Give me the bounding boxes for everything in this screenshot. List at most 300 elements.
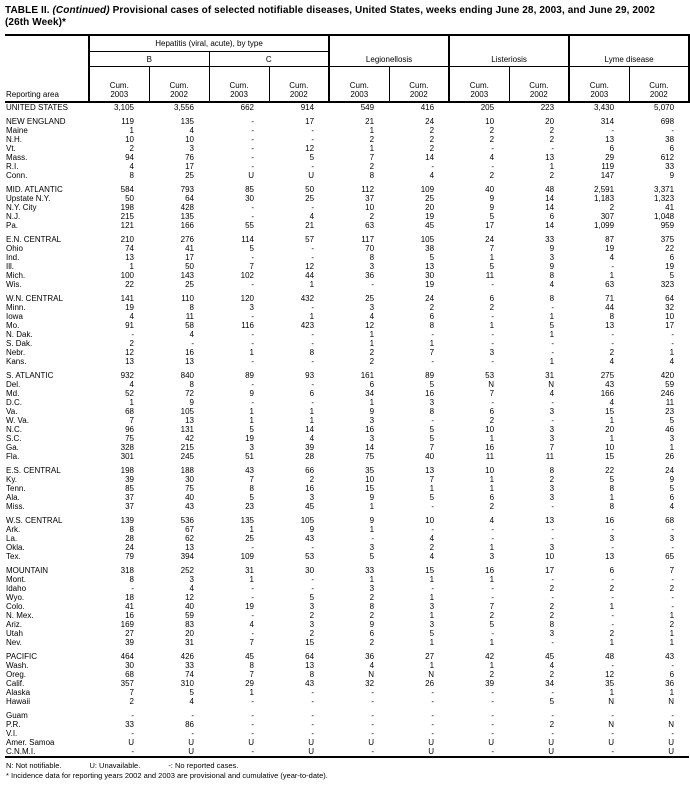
value-cell: 328 — [120, 443, 134, 452]
value-cell: 10 — [125, 135, 134, 144]
value-cell: 20 — [605, 425, 615, 434]
value-cell: 2 — [369, 593, 375, 602]
value-cell: 3 — [549, 253, 555, 262]
value-cell: 10 — [485, 117, 495, 126]
value-cell: - — [551, 348, 555, 357]
value-cell: 8 — [549, 620, 555, 629]
value-cell: 25 — [185, 280, 194, 289]
value-cell: 44 — [605, 303, 615, 312]
table-row — [5, 747, 689, 757]
value-cell: 318 — [120, 566, 134, 575]
value-cell: 2 — [549, 135, 555, 144]
value-cell: 6 — [369, 629, 375, 638]
value-cell: 1 — [429, 611, 435, 620]
value-cell: 5 — [429, 253, 435, 262]
value-cell: 3 — [489, 348, 495, 357]
value-cell: 1 — [429, 593, 435, 602]
table-row — [5, 575, 689, 584]
value-cell: 75 — [365, 452, 375, 461]
value-cell: 6 — [669, 670, 675, 679]
value-cell: 1 — [489, 484, 495, 493]
value-cell: 416 — [420, 103, 435, 112]
value-cell: 33 — [545, 235, 555, 244]
value-cell: 252 — [180, 566, 194, 575]
value-cell: 6 — [669, 493, 675, 502]
reporting-area-cell: R.I. — [6, 162, 19, 171]
value-cell: 3 — [489, 552, 495, 561]
table-row — [5, 534, 689, 543]
table-title — [5, 5, 667, 29]
value-cell: - — [191, 729, 194, 738]
value-cell: - — [671, 525, 675, 534]
value-cell: 6 — [669, 144, 675, 153]
value-cell: 119 — [121, 117, 134, 126]
value-cell: 85 — [245, 185, 254, 194]
value-cell: 7 — [249, 638, 254, 647]
value-cell: 75 — [125, 434, 134, 443]
table-row — [5, 389, 689, 398]
value-cell: 5 — [609, 475, 615, 484]
value-cell: 6 — [429, 312, 435, 321]
value-cell: - — [191, 711, 194, 720]
value-cell: 52 — [125, 389, 134, 398]
value-cell: 13 — [425, 262, 435, 271]
reporting-area-cell: C.N.M.I. — [6, 747, 36, 756]
value-cell: 46 — [665, 425, 675, 434]
value-cell: 8 — [609, 502, 615, 511]
value-cell: - — [491, 688, 495, 697]
value-cell: 3 — [669, 534, 675, 543]
value-cell: 3 — [369, 434, 375, 443]
value-cell: - — [311, 697, 315, 706]
value-cell: 5 — [309, 153, 315, 162]
table-row — [5, 144, 689, 153]
value-cell: 8 — [549, 271, 555, 280]
value-cell: 14 — [425, 153, 435, 162]
table-row — [5, 720, 689, 729]
column-header-cum-2002: Cum. 2002 — [509, 67, 569, 103]
value-cell: - — [371, 280, 375, 289]
value-cell: 22 — [125, 280, 134, 289]
value-cell: 22 — [665, 244, 675, 253]
value-cell: - — [251, 135, 254, 144]
reporting-area-cell: Mass. — [6, 153, 28, 162]
table-row — [5, 638, 689, 647]
value-cell: U — [248, 738, 254, 747]
value-cell: 2 — [489, 611, 495, 620]
value-cell: 50 — [125, 194, 134, 203]
value-cell: 16 — [485, 443, 495, 452]
table-row — [5, 271, 689, 280]
value-cell: - — [551, 711, 555, 720]
value-cell: 33 — [125, 720, 134, 729]
value-cell: 223 — [540, 103, 555, 112]
value-cell: U — [128, 738, 134, 747]
table-row — [5, 493, 689, 502]
value-cell: 5 — [549, 321, 555, 330]
value-cell: 2 — [549, 670, 555, 679]
column-header-cum-2003: Cum. 2003 — [329, 67, 389, 103]
value-cell: N — [668, 697, 675, 706]
column-header-cum-2002: Cum. 2002 — [389, 67, 449, 103]
value-cell: 4 — [369, 312, 375, 321]
value-cell: 428 — [180, 203, 194, 212]
value-cell: 1 — [369, 144, 375, 153]
value-cell: - — [671, 330, 675, 339]
value-cell: U — [428, 747, 435, 756]
value-cell: U — [488, 738, 495, 747]
value-cell: 1 — [369, 126, 375, 135]
value-cell: 6 — [609, 144, 615, 153]
value-cell: 40 — [185, 493, 194, 502]
reporting-area-cell: S. Dak. — [6, 339, 33, 348]
value-cell: - — [311, 575, 315, 584]
value-cell: 5 — [249, 244, 254, 253]
value-cell: - — [251, 729, 254, 738]
reporting-area-cell: N.Y. City — [6, 203, 37, 212]
value-cell: - — [131, 330, 134, 339]
reporting-area-cell: Ind. — [6, 253, 20, 262]
value-cell: 4 — [429, 552, 435, 561]
value-cell: 96 — [125, 425, 134, 434]
value-cell: 11 — [665, 398, 675, 407]
value-cell: 30 — [425, 271, 435, 280]
value-cell: - — [551, 729, 555, 738]
value-cell: 33 — [665, 162, 675, 171]
value-cell: 2 — [669, 620, 675, 629]
value-cell: - — [251, 280, 254, 289]
reporting-area-cell: Tex. — [6, 552, 21, 561]
value-cell: 17 — [665, 321, 675, 330]
value-cell: 7 — [249, 475, 254, 484]
value-cell: 5,070 — [654, 103, 675, 112]
value-cell: 57 — [305, 235, 315, 244]
reporting-area-cell: Colo. — [6, 602, 25, 611]
table-row — [5, 162, 689, 171]
value-cell: 68 — [665, 516, 675, 525]
reporting-area-cell: Mo. — [6, 321, 20, 330]
value-cell: 2 — [609, 629, 615, 638]
value-cell: 9 — [489, 203, 495, 212]
value-cell: 2 — [489, 126, 495, 135]
value-cell: 3 — [549, 493, 555, 502]
reporting-area-cell: V.I. — [6, 729, 18, 738]
reporting-area-cell: Calif. — [6, 679, 25, 688]
value-cell: 23 — [245, 502, 254, 511]
table-row — [5, 679, 689, 688]
value-cell: 959 — [660, 221, 675, 230]
value-cell: 5 — [669, 271, 675, 280]
value-cell: 3,556 — [173, 103, 194, 112]
table-row — [5, 566, 689, 575]
table-row — [5, 452, 689, 461]
value-cell: - — [551, 398, 555, 407]
value-cell: 3 — [309, 620, 315, 629]
value-cell: 63 — [365, 221, 375, 230]
value-cell: - — [251, 253, 254, 262]
value-cell: 63 — [605, 280, 615, 289]
value-cell: - — [251, 747, 254, 756]
table-row — [5, 434, 689, 443]
value-cell: 4 — [429, 171, 435, 180]
table-row — [5, 312, 689, 321]
title-text: Provisional cases of selected notifiable diseases, United States, weeks ending June 28, 2003, and June 29, 2002 (26th Week)* — [5, 5, 656, 28]
value-cell: 584 — [120, 185, 134, 194]
value-cell: 2 — [609, 584, 615, 593]
value-cell: 2 — [429, 303, 435, 312]
value-cell: 13 — [425, 466, 435, 475]
value-cell: 1,099 — [594, 221, 615, 230]
value-cell: 3 — [549, 484, 555, 493]
value-cell: 58 — [185, 321, 194, 330]
value-cell: - — [671, 593, 675, 602]
value-cell: 17 — [185, 162, 194, 171]
value-cell: 1 — [609, 416, 615, 425]
value-cell: 205 — [480, 103, 495, 112]
value-cell: U — [308, 747, 315, 756]
value-cell: 1 — [609, 271, 615, 280]
value-cell: 245 — [180, 452, 194, 461]
value-cell: - — [131, 747, 134, 756]
table-row — [5, 593, 689, 602]
value-cell: - — [371, 729, 375, 738]
value-cell: 10 — [485, 466, 495, 475]
reporting-area-cell: Kans. — [6, 357, 27, 366]
reporting-area-cell: NEW ENGLAND — [6, 117, 66, 126]
value-cell: - — [491, 697, 495, 706]
value-cell: 15 — [365, 484, 375, 493]
value-cell: 65 — [665, 552, 675, 561]
value-cell: 7 — [429, 443, 435, 452]
value-cell: 34 — [365, 389, 375, 398]
value-cell: 8 — [129, 525, 134, 534]
value-cell: 5 — [489, 212, 495, 221]
value-cell: - — [431, 720, 435, 729]
value-cell: 30 — [185, 475, 194, 484]
value-cell: 2 — [369, 611, 375, 620]
table-row — [5, 443, 689, 452]
value-cell: 1 — [549, 330, 555, 339]
value-cell: 37 — [125, 502, 134, 511]
reporting-area-cell: Va. — [6, 407, 18, 416]
value-cell: 91 — [125, 321, 134, 330]
reporting-area-cell: Pa. — [6, 221, 19, 230]
value-cell: 143 — [180, 271, 194, 280]
table-row — [5, 185, 689, 194]
value-cell: 3 — [249, 443, 254, 452]
value-cell: - — [311, 303, 315, 312]
value-cell: 210 — [120, 235, 134, 244]
reporting-area-cell: Wis. — [6, 280, 22, 289]
value-cell: 32 — [365, 679, 375, 688]
value-cell: 1 — [609, 434, 615, 443]
value-cell: 43 — [245, 466, 254, 475]
value-cell: 21 — [365, 117, 375, 126]
value-cell: 29 — [605, 153, 615, 162]
value-cell: 10 — [665, 312, 675, 321]
table-row — [5, 102, 689, 112]
reporting-area-cell: Ariz. — [6, 620, 22, 629]
value-cell: 1 — [489, 253, 495, 262]
value-cell: - — [251, 339, 254, 348]
value-cell: - — [431, 584, 435, 593]
value-cell: - — [491, 525, 495, 534]
value-cell: - — [311, 203, 315, 212]
value-cell: - — [491, 629, 495, 638]
table-row — [5, 171, 689, 180]
value-cell: - — [491, 720, 495, 729]
value-cell: 35 — [365, 466, 375, 475]
value-cell: 51 — [245, 452, 254, 461]
table-row — [5, 502, 689, 511]
value-cell: 15 — [605, 452, 615, 461]
value-cell: 147 — [600, 171, 615, 180]
table-row — [5, 688, 689, 697]
value-cell: 8 — [189, 380, 194, 389]
value-cell: 37 — [125, 493, 134, 502]
reporting-area-cell: MID. ATLANTIC — [6, 185, 63, 194]
value-cell: 1 — [429, 638, 435, 647]
value-cell: U — [308, 171, 315, 180]
table-row — [5, 711, 689, 720]
value-cell: 9 — [189, 398, 194, 407]
reporting-area-cell: Ala. — [6, 493, 20, 502]
value-cell: 48 — [605, 652, 615, 661]
value-cell: - — [611, 525, 615, 534]
value-cell: 41 — [665, 203, 675, 212]
value-cell: 36 — [665, 679, 675, 688]
value-cell: 32 — [665, 303, 675, 312]
reporting-area-cell: Okla. — [6, 543, 25, 552]
value-cell: 45 — [545, 652, 555, 661]
value-cell: 3 — [429, 620, 435, 629]
table-row — [5, 348, 689, 357]
reporting-area-cell: Ky. — [6, 475, 17, 484]
reporting-area-cell: E.S. CENTRAL — [6, 466, 61, 475]
value-cell: - — [371, 747, 375, 756]
value-cell: 3 — [249, 303, 254, 312]
value-cell: 17 — [305, 117, 315, 126]
reporting-area-cell: Fla. — [6, 452, 20, 461]
value-cell: 1 — [669, 443, 675, 452]
value-cell: 1 — [609, 602, 615, 611]
value-cell: - — [371, 688, 375, 697]
table-row — [5, 425, 689, 434]
value-cell: - — [611, 126, 615, 135]
value-cell: - — [311, 398, 315, 407]
value-cell: 10 — [425, 516, 435, 525]
value-cell: 2 — [309, 629, 315, 638]
value-cell: 11 — [485, 271, 495, 280]
reporting-area-cell: Utah — [6, 629, 23, 638]
reporting-area-cell: D.C. — [6, 398, 22, 407]
value-cell: - — [491, 729, 495, 738]
value-cell: 932 — [120, 371, 134, 380]
column-group-hepatitis-c: C — [209, 52, 329, 67]
reporting-area-cell: Mich. — [6, 271, 26, 280]
value-cell: 426 — [180, 652, 194, 661]
value-cell: 1 — [669, 629, 675, 638]
value-cell: 75 — [185, 484, 194, 493]
value-cell: - — [311, 135, 315, 144]
value-cell: 1 — [309, 312, 315, 321]
value-cell: 8 — [309, 670, 315, 679]
value-cell: 20 — [545, 117, 555, 126]
value-cell: 68 — [125, 670, 134, 679]
value-cell: 7 — [129, 416, 134, 425]
value-cell: - — [371, 711, 375, 720]
value-cell: 7 — [129, 688, 134, 697]
value-cell: 64 — [665, 294, 675, 303]
value-cell: 18 — [125, 593, 134, 602]
value-cell: N — [428, 670, 435, 679]
value-cell: 1 — [249, 575, 254, 584]
value-cell: - — [671, 543, 675, 552]
value-cell: 25 — [185, 171, 194, 180]
table-row — [5, 117, 689, 126]
column-header-cum-2003: Cum. 2003 — [569, 67, 629, 103]
value-cell: - — [311, 688, 315, 697]
value-cell: - — [551, 525, 555, 534]
value-cell: 2 — [549, 475, 555, 484]
value-cell: - — [491, 312, 495, 321]
value-cell: 19 — [125, 303, 134, 312]
value-cell: 9 — [669, 475, 675, 484]
value-cell: 3 — [369, 262, 375, 271]
value-cell: 8 — [249, 661, 254, 670]
column-header-cum-2003: Cum. 2003 — [449, 67, 509, 103]
value-cell: 1 — [249, 525, 254, 534]
value-cell: 39 — [305, 443, 315, 452]
table-row — [5, 221, 689, 230]
value-cell: 4 — [309, 212, 315, 221]
value-cell: 4 — [669, 502, 675, 511]
column-group-legionellosis: Legionellosis — [329, 35, 449, 67]
value-cell: 13 — [605, 135, 615, 144]
value-cell: 33 — [185, 661, 194, 670]
value-cell: - — [311, 543, 315, 552]
value-cell: 198 — [120, 466, 134, 475]
table-row — [5, 262, 689, 271]
value-cell: 105 — [180, 407, 194, 416]
value-cell: - — [251, 212, 254, 221]
value-cell: 549 — [360, 103, 375, 112]
value-cell: 50 — [185, 262, 194, 271]
reporting-area-cell: Minn. — [6, 303, 26, 312]
reporting-area-cell: Nev. — [6, 638, 22, 647]
value-cell: 4 — [489, 516, 495, 525]
column-header-cum-2003: Cum. 2003 — [89, 67, 149, 103]
value-cell: - — [371, 720, 375, 729]
value-cell: 53 — [485, 371, 495, 380]
reporting-area-cell: W.N. CENTRAL — [6, 294, 63, 303]
value-cell: 19 — [425, 212, 435, 221]
value-cell: 1 — [429, 575, 435, 584]
value-cell: 19 — [425, 280, 435, 289]
value-cell: 41 — [125, 602, 134, 611]
value-cell: 135 — [180, 117, 194, 126]
value-cell: - — [611, 330, 615, 339]
value-cell: - — [491, 711, 495, 720]
table-row — [5, 416, 689, 425]
table-row — [5, 543, 689, 552]
value-cell: 7 — [249, 262, 254, 271]
table-row — [5, 294, 689, 303]
value-cell: 1 — [669, 688, 675, 697]
value-cell: 1 — [129, 126, 134, 135]
value-cell: 19 — [245, 434, 254, 443]
value-cell: 68 — [125, 407, 134, 416]
